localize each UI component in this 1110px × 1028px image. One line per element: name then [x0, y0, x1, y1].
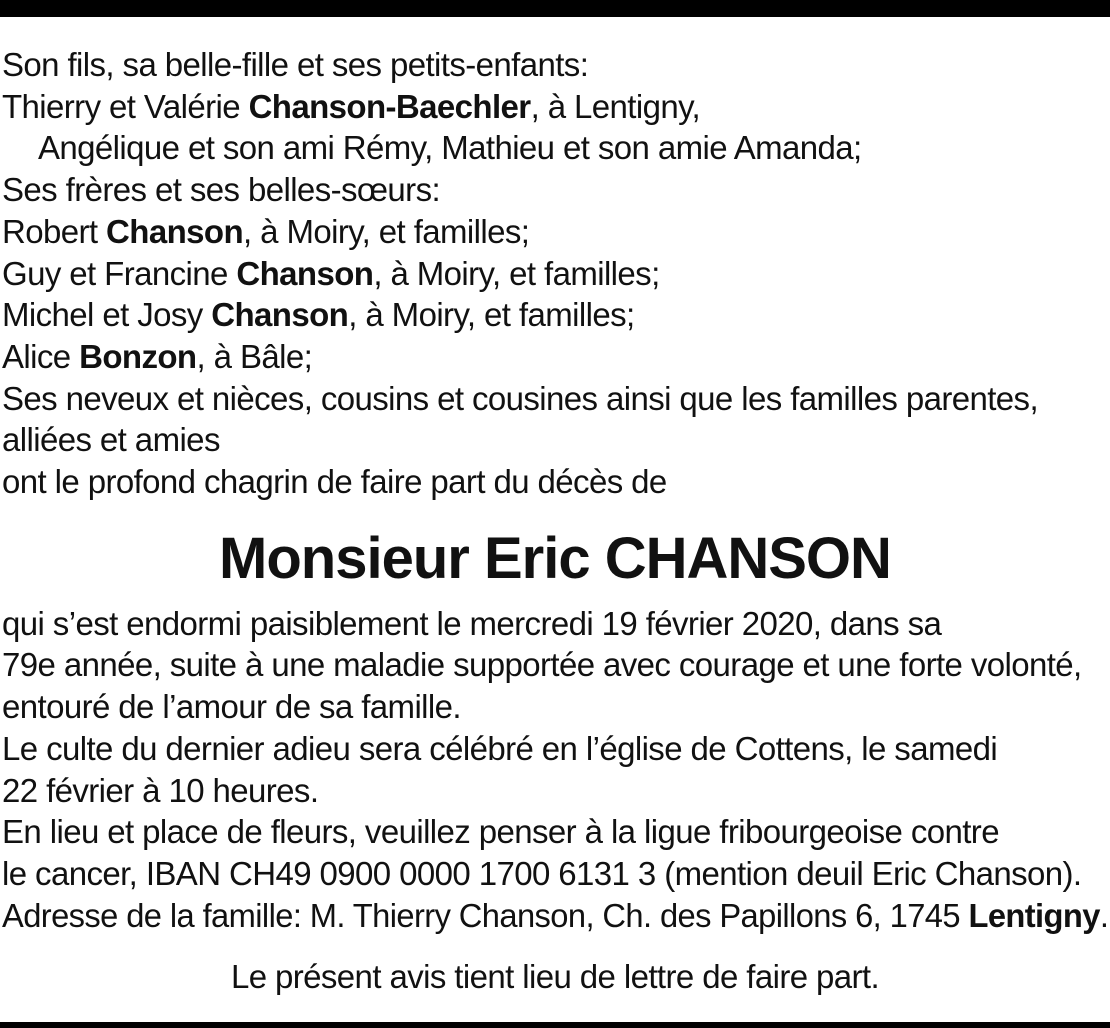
family-surname: Chanson-Baechler [248, 87, 531, 125]
body-line: le cancer, IBAN CH49 0900 0000 1700 6131 3 (mention deuil Eric Chanson). [2, 854, 1082, 892]
family-line: Ses neveux et nièces, cousins et cousines ainsi que les familles parentes, [2, 379, 1039, 417]
family-line: alliées et amies [2, 421, 220, 459]
family-line: Robert Chanson, à Moiry, et familles; [2, 212, 530, 250]
family-line: Guy et Francine Chanson, à Moiry, et familles; [2, 254, 660, 292]
family-address: Adresse de la famille: M. Thierry Chanson, Ch. des Papillons 6, 1745 Lentigny. [2, 896, 1109, 934]
body-line: 22 février à 10 heures. [2, 771, 319, 809]
death-notice [2, 44, 1108, 936]
deceased-name-heading: Monsieur Eric CHANSON [219, 525, 891, 591]
address-town: Lentigny [968, 896, 1100, 934]
family-surname: Chanson [236, 254, 374, 292]
family-line: Thierry et Valérie Chanson-Baechler, à Lentigny, [2, 87, 701, 125]
body-line: Le culte du dernier adieu sera célébré en l’église de Cottens, le samedi [2, 729, 998, 767]
family-surname: Bonzon [79, 337, 197, 375]
body-line: En lieu et place de fleurs, veuillez penser à la ligue fribourgeoise contre [2, 813, 999, 851]
body-line: entouré de l’amour de sa famille. [2, 688, 461, 726]
family-surname: Chanson [211, 296, 349, 334]
family-line: Angélique et son ami Rémy, Mathieu et son amie Amanda; [38, 129, 862, 167]
footer-note: Le présent avis tient lieu de lettre de faire part. [230, 958, 880, 995]
family-surname: Chanson [106, 212, 243, 250]
top-border-rule [0, 0, 1110, 17]
family-line: Ses frères et ses belles-sœurs: [2, 171, 441, 209]
bottom-border-rule [0, 1022, 1110, 1028]
body-line: qui s’est endormi paisiblement le mercredi 19 février 2020, dans sa [2, 604, 942, 642]
family-line: Michel et Josy Chanson, à Moiry, et familles; [2, 296, 635, 334]
family-line: Alice Bonzon, à Bâle; [2, 337, 313, 375]
family-line: ont le profond chagrin de faire part du décès de [2, 463, 667, 501]
family-line: Son fils, sa belle-fille et ses petits-enfants: [2, 46, 589, 83]
body-line: 79e année, suite à une maladie supportée avec courage et une forte volonté, [2, 646, 1082, 684]
